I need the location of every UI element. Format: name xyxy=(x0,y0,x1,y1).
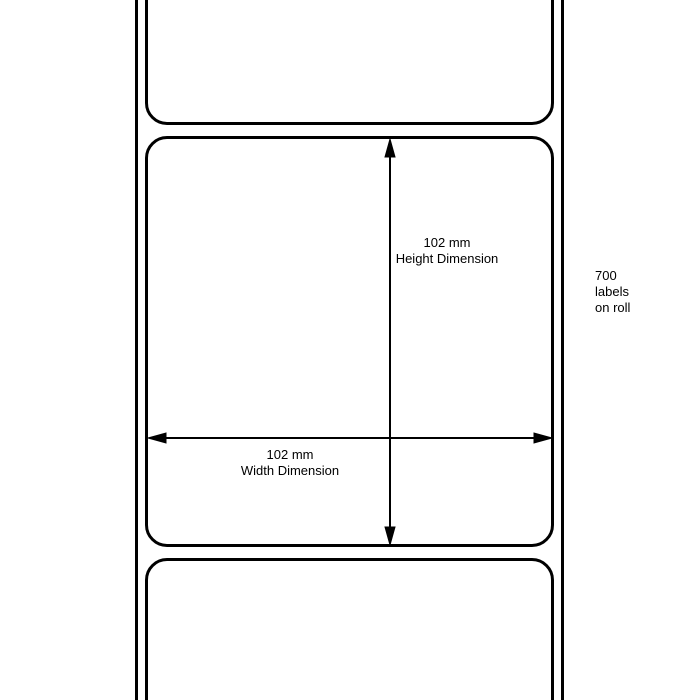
height-dimension-caption xyxy=(377,235,517,267)
roll-count-value: 700 xyxy=(595,268,617,283)
label-blank-top xyxy=(145,0,554,125)
height-dimension-label: Height Dimension xyxy=(395,251,499,266)
width-dimension-label: Width Dimension xyxy=(240,463,340,478)
roll-count-caption xyxy=(595,268,630,316)
height-dimension-value: 102 mm xyxy=(423,235,471,250)
width-dimension-value: 102 mm xyxy=(266,447,314,462)
label-blank-middle xyxy=(145,136,554,547)
roll-count-word-on-roll: on roll xyxy=(595,300,631,315)
roll-count-word-labels: labels xyxy=(595,284,629,299)
width-dimension-caption xyxy=(220,447,360,479)
label-blank-bottom xyxy=(145,558,554,700)
